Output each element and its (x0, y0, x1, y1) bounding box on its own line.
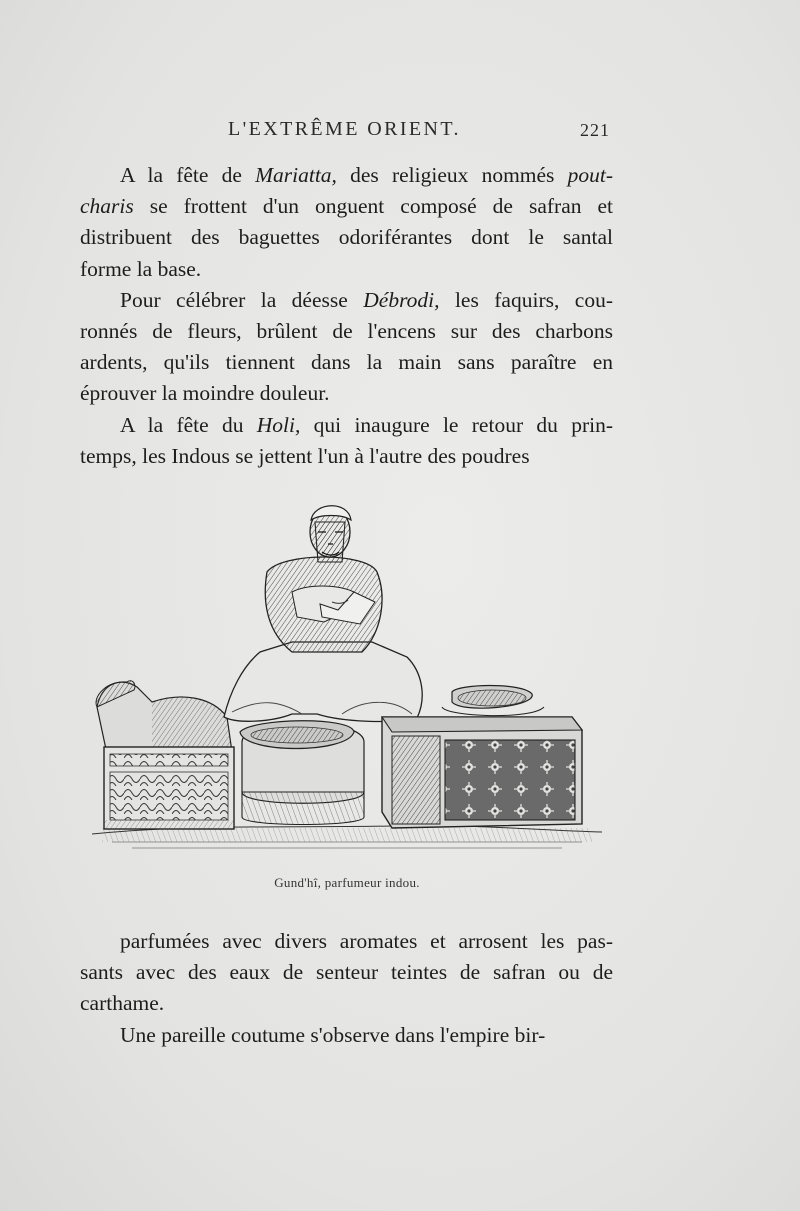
text-segment: Pour célébrer la déesse (120, 287, 364, 312)
text-line (80, 378, 613, 409)
text-line (80, 316, 613, 347)
text-segment: pout- (567, 163, 613, 187)
text-segment: les faquirs, cou- (439, 287, 613, 312)
perfumer-engraving (92, 492, 602, 862)
body-text-top (80, 160, 613, 472)
text-segment: parfumées avec divers aromates et arrosent les pas- (120, 929, 613, 953)
text-segment: éprouver la moindre douleur. (80, 381, 330, 406)
text-segment: temps, les Indous se jettent l'un à l'autre des poudres (80, 443, 530, 468)
text-segment: forme la base. (80, 256, 202, 281)
text-segment: qui inaugure le retour du prin- (300, 412, 613, 437)
text-segment: A la fête de (120, 163, 256, 187)
figure-caption: Gund'hî, parfumeur indou. (274, 875, 420, 890)
text-segment: des religieux nommés (336, 163, 568, 187)
text-line (80, 957, 613, 988)
text-line (80, 160, 613, 191)
text-segment: ardents, qu'ils tiennent dans la main sans paraître en (80, 350, 613, 375)
page-header (80, 118, 610, 148)
text-segment: se frottent d'un onguent composé de safran et (133, 194, 613, 219)
text-segment: charis (80, 194, 134, 219)
text-line (80, 441, 613, 472)
text-line (80, 347, 613, 378)
text-segment: Débrodi, (363, 287, 440, 312)
engraving-illustration (92, 492, 602, 862)
text-line (80, 988, 613, 1019)
text-segment: A la fête du (120, 412, 257, 437)
running-title: L'EXTRÊME ORIENT. (228, 118, 461, 140)
text-line (80, 191, 613, 222)
text-line (80, 222, 613, 253)
text-line (80, 410, 613, 441)
text-segment: carthame. (80, 991, 165, 1016)
text-segment: ronnés de fleurs, brûlent de l'encens sur des charbons (80, 318, 613, 343)
text-segment: Holi, (256, 412, 301, 437)
body-text-bottom (80, 926, 613, 1051)
text-segment: sants avec des eaux de senteur teintes de safran ou de (80, 960, 613, 985)
page-number: 221 (580, 120, 610, 140)
text-line (80, 285, 613, 316)
text-line (80, 254, 613, 285)
text-segment: Une pareille coutume s'observe dans l'empire bir- (120, 1022, 546, 1047)
text-segment: distribuent des baguettes odoriférantes dont le santal (80, 225, 613, 250)
text-line (80, 926, 613, 957)
text-segment: Mariatta, (255, 163, 337, 187)
text-line (80, 1020, 613, 1051)
